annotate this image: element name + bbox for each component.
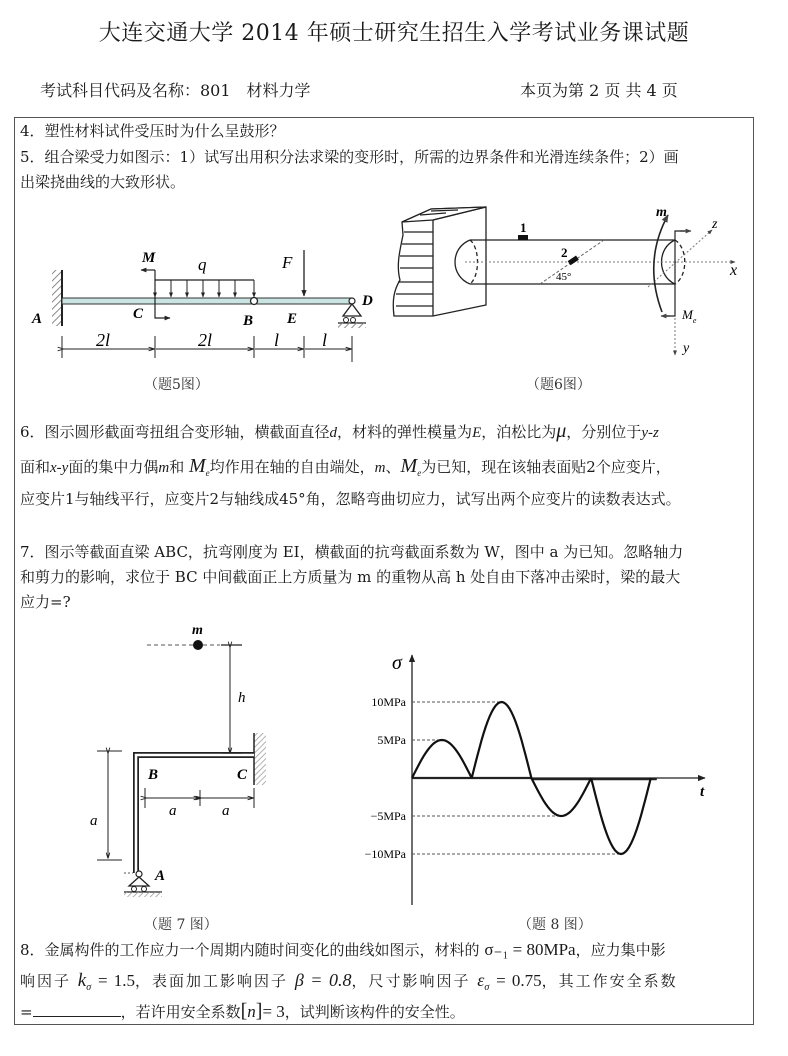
q6-text: ，分别位于 <box>566 423 642 441</box>
q6-var-e: E <box>472 425 482 441</box>
q8-n-symbol: n <box>247 1002 256 1021</box>
fig7-label-a: A <box>155 868 166 884</box>
q8-n-value: = 3 <box>262 1002 285 1021</box>
stress-curve-half-wave-2 <box>472 702 532 778</box>
q8-k-value: = 1.5 <box>97 971 136 990</box>
fig6-label-x: x <box>730 262 738 279</box>
fig5-label-f: F <box>282 253 293 272</box>
fig7-label-b: B <box>148 767 159 783</box>
y-tick-label: −10MPa <box>364 847 406 861</box>
figure-6-caption: （题6图） <box>526 377 591 393</box>
q8-eps-symbol: ε <box>477 970 485 990</box>
y-axis-label: σ <box>392 652 402 674</box>
bracket-close: ] <box>255 1000 263 1022</box>
q8-sigma-expression: σ₋₁ = 80MPa <box>484 940 576 959</box>
fig5-label-b: B <box>243 313 254 329</box>
fig6-label-me: $M_e$ <box>682 307 697 325</box>
fig5-dim-2: 2l <box>198 330 213 350</box>
q6-var-me: M <box>400 455 418 477</box>
fig7-dim-a-2: a <box>222 803 230 819</box>
q8-text: ，表面加工影响因子 <box>135 972 289 990</box>
fig7-dim-a-vertical: a <box>90 813 98 829</box>
page-indicator: 本页为第 2 页 共 4 页 <box>520 81 678 100</box>
q8-k-sub: σ <box>86 982 92 993</box>
stress-curve-half-wave-4 <box>591 778 651 854</box>
q6-var-me-sub: e <box>205 468 210 478</box>
question-5-line-1: 5．组合梁受力如图示：1）试写出用积分法求梁的变形时，所需的边界条件和光滑连续条件；2）画 <box>20 148 679 166</box>
y-tick-label: 10MPa <box>371 695 406 709</box>
fig5-dim-3: l <box>274 330 280 350</box>
question-7-line-1: 7．图示等截面直梁 ABC，抗弯刚度为 EI，横截面的抗弯截面系数为 W，图中 a 为已知。忽略轴力 <box>20 543 684 561</box>
q8-text: = <box>20 1003 33 1021</box>
answer-blank[interactable] <box>33 1002 121 1017</box>
x-axis-label: t <box>700 784 705 800</box>
q6-text: 均作用在轴的自由端处， <box>209 458 375 476</box>
question-8-line-3 <box>20 1001 465 1022</box>
q8-eps-value: = 0.75 <box>496 971 542 990</box>
fig5-dim-1: 2l <box>96 330 111 350</box>
question-8-line-2 <box>20 970 678 998</box>
q6-text: 为已知，现在该轴表面贴2个应变片， <box>421 458 671 476</box>
q6-text: 6．图示圆形截面弯扭组合变形轴，横截面直径 <box>20 423 330 441</box>
q6-var-d: d <box>329 425 338 441</box>
fig7-label-c: C <box>237 767 248 783</box>
fig5-label-m: M <box>142 250 156 266</box>
fig5-label-d: D <box>362 293 373 309</box>
q8-eps-sub: σ <box>484 982 490 993</box>
figure-8-caption: （题 8 图） <box>518 917 592 933</box>
stress-curve-half-wave-1 <box>412 740 472 778</box>
q8-text: ，若许用安全系数 <box>120 1003 241 1021</box>
q8-text: ，应力集中影 <box>575 941 666 959</box>
fig6-label-z: z <box>712 217 718 232</box>
fig5-label-c: C <box>133 306 144 322</box>
angle-45-label: 45° <box>556 271 572 283</box>
q6-text: ，材料的弹性模量为 <box>337 423 473 441</box>
q6-var-me: M <box>188 455 206 477</box>
q8-text: ，试判断该构件的安全性。 <box>284 1003 465 1021</box>
q6-var-m: m <box>158 460 170 476</box>
q8-text: ，尺寸影响因子 <box>351 972 471 990</box>
question-7-line-3: 应力=? <box>20 593 71 611</box>
bracket-open: [ <box>240 1000 248 1022</box>
q6-var-me-sub: e <box>417 468 422 478</box>
question-8-line-1 <box>20 940 666 960</box>
q6-var-mu: μ <box>556 420 567 442</box>
fig5-label-a: A <box>32 311 43 327</box>
q6-text: 面和 <box>20 458 51 476</box>
question-4: 4．塑性材料试件受压时为什么呈鼓形？ <box>20 122 285 140</box>
subject-label: 考试科目代码及名称：801 材料力学 <box>40 81 311 100</box>
fig7-label-m: m <box>192 623 203 638</box>
question-5-line-2: 出梁挠曲线的大致形状。 <box>20 173 186 191</box>
y-tick-label: 5MPa <box>377 733 406 747</box>
question-6-line-3: 应变片1与轴线平行，应变片2与轴线成45°角，忽略弯曲切应力，试写出两个应变片的读数表达式。 <box>20 490 681 508</box>
fig7-dim-a-1: a <box>169 803 177 819</box>
fig5-label-e: E <box>287 311 298 327</box>
q6-text: 面的集中力偶 <box>68 458 159 476</box>
fig5-dim-4: l <box>322 330 328 350</box>
stress-curve-half-wave-3 <box>531 778 591 816</box>
fig5-label-q: q <box>198 255 207 274</box>
q8-text: 响因子 <box>20 972 72 990</box>
figure-7-caption: （题 7 图） <box>144 917 218 933</box>
q6-var-xy: x-y <box>50 460 69 476</box>
q6-var-m: m <box>374 460 386 476</box>
q6-text: 和 <box>169 458 185 476</box>
q8-text: 8．金属构件的工作应力一个周期内随时间变化的曲线如图示，材料的 <box>20 941 480 959</box>
gauge-2-label: 2 <box>561 245 568 260</box>
q8-text: ，其工作安全系数 <box>541 972 678 990</box>
exam-title: 大连交通大学 2014 年硕士研究生招生入学考试业务课试题 <box>98 21 690 46</box>
fig6-label-y: y <box>683 341 690 356</box>
q8-k-symbol: k <box>77 970 87 991</box>
fig7-label-h: h <box>238 690 246 706</box>
y-tick-label: −5MPa <box>370 809 406 823</box>
q8-beta-expression: β = 0.8 <box>294 970 352 990</box>
q6-text: ，泊松比为 <box>481 423 557 441</box>
q6-var-yz: y-z <box>641 425 659 441</box>
q6-text: 、 <box>385 458 401 476</box>
figure-5-caption: （题5图） <box>144 377 209 393</box>
question-7-line-2: 和剪力的影响，求位于 BC 中间截面正上方质量为 m 的重物从高 h 处自由下落冲击梁时，梁的最大 <box>20 568 681 586</box>
fig6-label-m: m <box>656 205 667 220</box>
gauge-1-label: 1 <box>520 220 527 235</box>
